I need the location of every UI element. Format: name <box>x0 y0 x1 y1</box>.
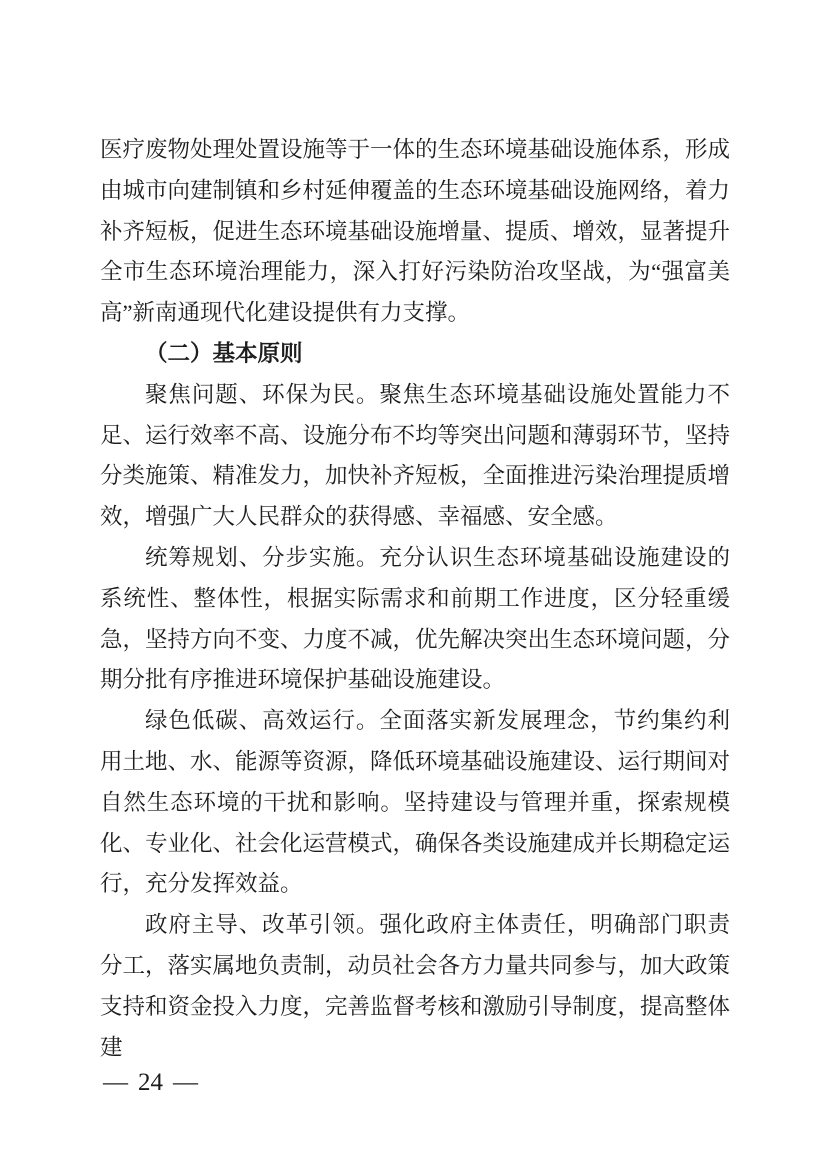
footer-right-dash: — <box>173 1069 198 1096</box>
paragraph-body-text: 充分认识生态环境基础设施建设的系统性、整体性，根据实际需求和前期工作进度，区分轻重缓急，坚持方向不变、力度不减，优先解决突出生态环境问题，分期分批有序推进环境保护基础设施建设。 <box>100 544 731 693</box>
paragraph-principle-1 <box>100 375 730 538</box>
paragraph-principle-4 <box>100 905 730 1068</box>
paragraph-body-text: 强化政府主体责任，明确部门职责分工，落实属地负责制，动员社会各方力量共同参与，加大政策支持和资金投入力度，完善监督考核和激励引导制度，提高整体建 <box>100 912 731 1060</box>
paragraph-continuation: 医疗废物处理处置设施等于一体的生态环境基础设施体系，形成由城市向建制镇和乡村延伸覆盖的生态环境基础设施网络，着力补齐短板，促进生态环境基础设施增量、提质、增效，显著提升全市生态环境治理能力，深入打好污染防治攻坚战，为“强富美高”新南通现代化建设提供有力支撑。 <box>100 137 731 326</box>
paragraph-body-text: 全面落实新发展理念，节约集约利用土地、水、能源等资源，降低环境基础设施建设、运行期间对自然生态环境的干扰和影响。坚持建设与管理并重，探索规模化、专业化、社会化运营模式，确保各类设施建成并长期稳定运行，充分发挥效益。 <box>100 708 731 897</box>
document-body <box>100 130 730 1068</box>
section-heading: （二）基本原则 <box>145 340 303 366</box>
paragraph-lead-phrase: 聚焦问题、环保为民。 <box>145 381 380 407</box>
paragraph-principle-3 <box>100 701 730 905</box>
paragraph-lead-phrase: 统筹规划、分步实施。 <box>145 544 380 570</box>
page-number: 24 <box>138 1069 163 1096</box>
paragraph-principle-2 <box>100 538 730 701</box>
footer-left-dash: — <box>103 1069 128 1096</box>
paragraph-body-text: 聚焦生态环境基础设施处置能力不足、运行效率不高、设施分布不均等突出问题和薄弱环节，坚持分类施策、精准发力，加快补齐短板，全面推进污染治理提质增效，增强广大人民群众的获得感、幸福感、安全感。 <box>100 381 731 530</box>
paragraph-lead-phrase: 绿色低碳、高效运行。 <box>145 708 380 734</box>
paragraph-lead-phrase: 政府主导、改革引领。 <box>145 912 380 938</box>
page-footer <box>103 1068 198 1098</box>
